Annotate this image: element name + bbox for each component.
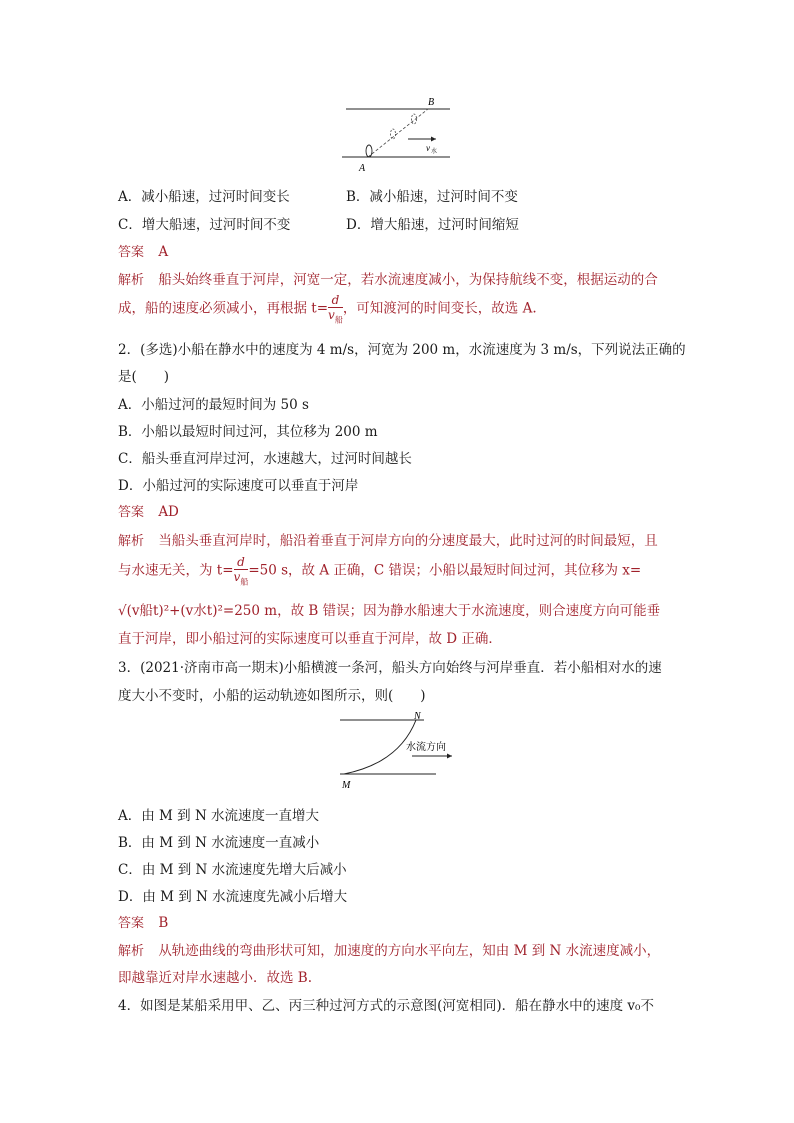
q4-stem-line1: 4．如图是某船采用甲、乙、丙三种过河方式的示意图(河宽相同)．船在静水中的速度 v₀不 — [118, 998, 654, 1014]
q1-analysis-line2 — [118, 294, 537, 324]
figure-river-crossing-1 — [338, 94, 458, 174]
q3-option-a: A．由 M 到 N 水流速度一直增大 — [118, 808, 320, 824]
q3-option-b: B．由 M 到 N 水流速度一直减小 — [118, 835, 320, 851]
answer-value: A — [158, 244, 169, 260]
q3-analysis-line1 — [118, 939, 660, 959]
frac-den-sub: 船 — [334, 315, 343, 325]
q3-option-c: C．由 M 到 N 水流速度先增大后减小 — [118, 862, 347, 878]
label-v-sub: 水 — [431, 149, 438, 155]
q2-option-d: D．小船过河的实际速度可以垂直于河岸 — [118, 478, 359, 494]
q3-stem-line1: 3．(2021·济南市高一期末)小船横渡一条河，船头方向始终与河岸垂直．若小船相对水的速 — [118, 660, 662, 676]
answer-label: 答案 — [118, 916, 145, 931]
analysis-text: =50 s，故 A 正确，C 错误；小船以最短时间过河，其位移为 x= — [248, 562, 642, 579]
q2-stem-line2: 是( ) — [118, 369, 170, 385]
analysis-text: 成，船的速度必须减小，再根据 t= — [118, 300, 329, 317]
label-n: N — [414, 711, 421, 722]
frac-den: v — [328, 308, 335, 322]
figure-river-trajectory — [334, 708, 464, 792]
q2-option-a: A．小船过河的最短时间为 50 s — [118, 397, 309, 413]
analysis-label: 解析 — [118, 944, 145, 959]
q3-option-d: D．由 M 到 N 水流速度先减小后增大 — [118, 889, 348, 905]
frac-num: d — [328, 294, 343, 308]
fraction-d-over-v — [328, 294, 343, 324]
q2-analysis-line1 — [118, 529, 658, 549]
answer-value: B — [158, 915, 169, 931]
analysis-text: 当船头垂直河岸时，船沿着垂直于河岸方向的分速度最大，此时过河的时间最短，且 — [158, 533, 658, 549]
q2-analysis-line2 — [118, 556, 641, 586]
q2-answer — [118, 501, 179, 520]
q1-option-a: A．减小船速，过河时间变长 — [118, 189, 290, 205]
q2-option-b: B．小船以最短时间过河，其位移为 200 m — [118, 424, 378, 440]
q1-answer — [118, 241, 168, 260]
q2-option-c: C．船头垂直河岸过河，水速越大，过河时间越长 — [118, 451, 412, 467]
answer-label: 答案 — [118, 505, 145, 520]
analysis-text: 与水速无关，为 t= — [118, 562, 234, 579]
label-flow-direction: 水流方向 — [406, 742, 446, 753]
analysis-text: 从轨迹曲线的弯曲形状可知，加速度的方向水平向左，知由 M 到 N 水流速度减小， — [158, 943, 661, 959]
q1-option-c: C．增大船速，过河时间不变 — [118, 217, 291, 233]
frac-den-sub: 船 — [240, 577, 249, 587]
answer-value: AD — [158, 504, 179, 520]
label-a: A — [359, 163, 366, 174]
analysis-text: 船头始终垂直于河岸，河宽一定，若水流速度减小，为保持航线不变，根据运动的合 — [158, 272, 658, 288]
frac-num: d — [234, 556, 249, 570]
label-m: M — [342, 780, 351, 791]
fraction-d-over-v — [234, 556, 249, 586]
q2-analysis-line4: 直于河岸，即小船过河的实际速度可以垂直于河岸，故 D 正确． — [118, 631, 502, 647]
answer-label: 答案 — [118, 245, 145, 260]
q1-option-d: D．增大船速，过河时间缩短 — [346, 217, 519, 233]
q3-analysis-line2: 即越靠近对岸水速越小．故选 B. — [118, 970, 313, 986]
q1-option-b: B．减小船速，过河时间不变 — [346, 189, 518, 205]
label-v-water: v — [426, 143, 430, 153]
frac-den: v — [233, 570, 241, 584]
q2-stem-line1: 2．(多选)小船在静水中的速度为 4 m/s，河宽为 200 m，水流速度为 3 m/s，下列说法正确的 — [118, 342, 686, 358]
analysis-label: 解析 — [118, 273, 145, 288]
analysis-label: 解析 — [118, 534, 145, 549]
q3-answer — [118, 912, 168, 931]
q1-analysis-line1 — [118, 268, 658, 288]
q2-analysis-line3: √(v船t)²+(v水t)²=250 m，故 B 错误；因为静水船速大于水流速度，则合速度方向可能垂 — [118, 603, 661, 619]
analysis-text: ，可知渡河的时间变长，故选 A. — [342, 300, 537, 317]
label-b: B — [428, 97, 435, 108]
q3-stem-line2: 度大小不变时，小船的运动轨迹如图所示，则( ) — [118, 688, 426, 704]
